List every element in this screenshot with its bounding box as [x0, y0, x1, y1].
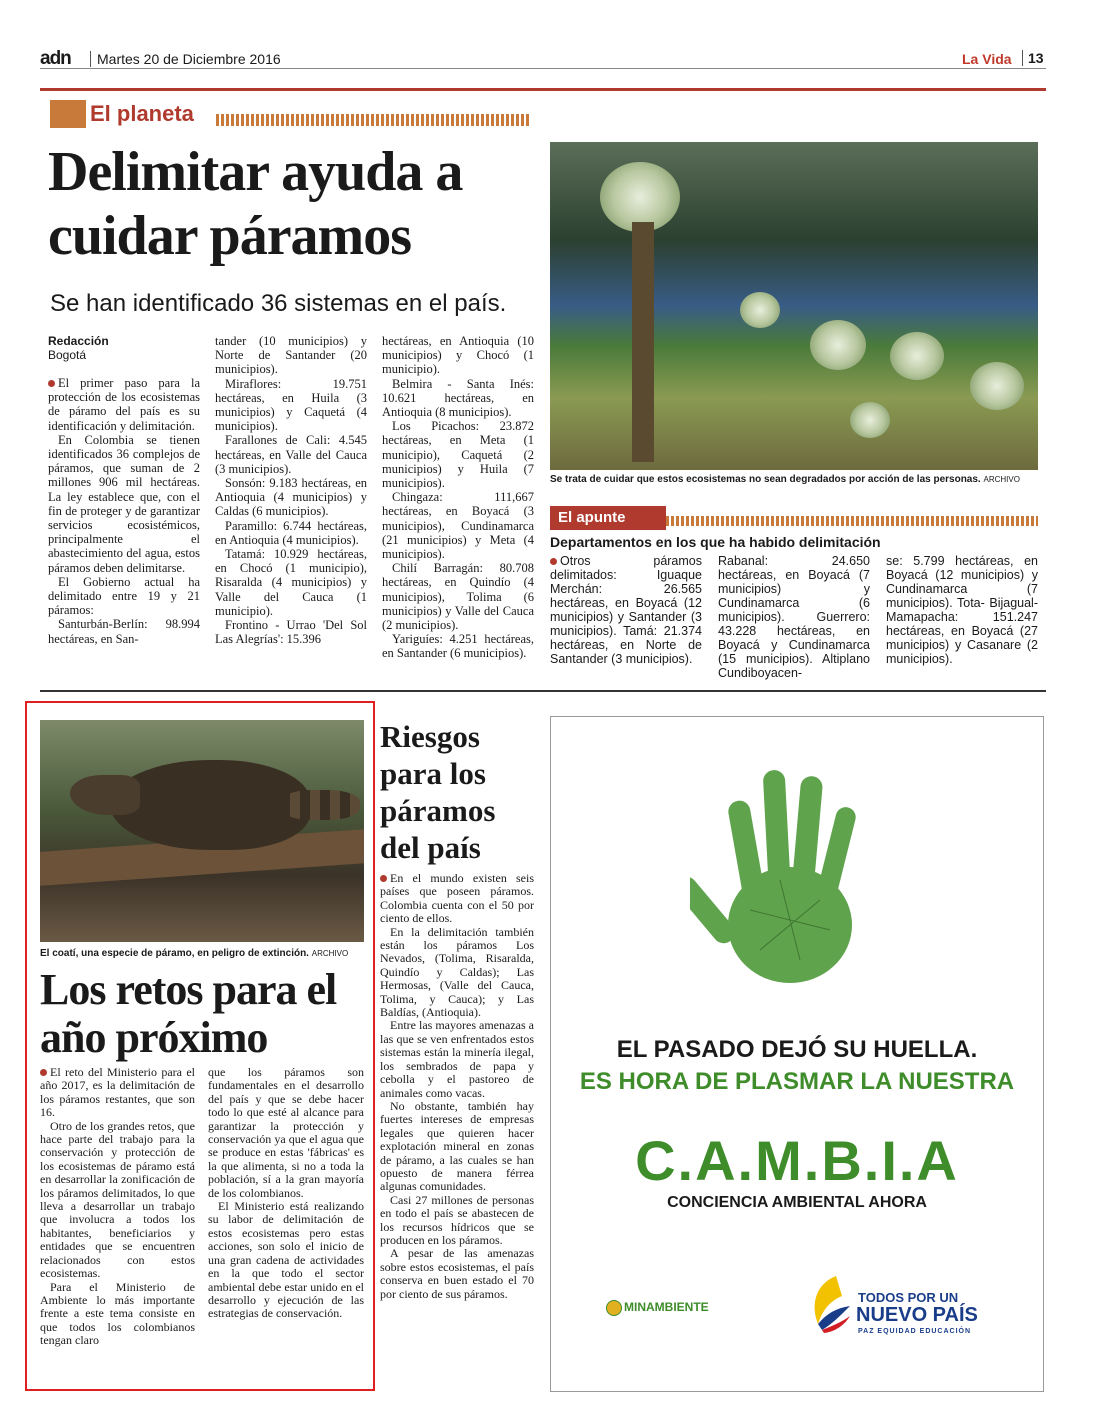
riesgos-column: En el mundo existen seis países que poseen páramos. Colombia cuenta con el 50 por ciento de ellos. En la delimitación también están los páramos Los Nevados, (Tolima, Risaralda, Quindío y Caldas); Las Hermosas, (Valle del Cauca, Tolima, y Cauca); y Las Baldías, (Antioquia). Entre las mayores amenazas a las que se ven enfrentados estos sistemas están la minería ilegal, los sembrados de papa y cebolla y el pastoreo de animales como vacas. No obstante, también hay fuertes intereses de empresas legales que quieren hacer explotación mineral en zonas de páramo, a las cuales se han opuesto de manera férrea algunas comunidades. Casi 27 millones de personas en todo el país se abastecen de los recursos hídricos que se producen en los páramos. A pesar de las amenazas sobre estos ecosistemas, el país conserva en buen estado el 70 por ciento de sus páramos.: [380, 871, 534, 1301]
byline-location: Bogotá: [48, 348, 87, 362]
apunte-column-1: Otros páramos delimitados: Iguaque Merchán: 26.565 hectáreas, en Boyacá (12 municipios) y Santander (3 municipios). Tamá: 21.374 hectáreas, en Norte de Santander (3 municipios).: [550, 554, 702, 666]
green-handprint-icon: [690, 760, 890, 990]
coati-caption: El coatí, una especie de páramo, en peligro de extinción. ARCHIVO: [40, 948, 349, 959]
retos-column-1: El reto del Ministerio para el año 2017, es la delimitación de los páramos restantes, que son 16. Otro de los grandes retos, que hace parte del trabajo para la conservación y protección de los ecosistemas de páramo está en desarrollar la zonificación de los páramos delimitados, lo que lleva a desarrollar un trabajo que involucra a todos los habitantes, beneficiarios y entidades que se encuentren relacionados con estos ecosistemas. Para el Ministerio de Ambiente lo más importante frente a este tema consiste en que todos los colombianos tengan claro: [40, 1065, 195, 1348]
apunte-stripe: [666, 516, 1038, 526]
ad-tagline: CONCIENCIA AMBIENTAL AHORA: [667, 1194, 927, 1211]
apunte-title: Departamentos en los que ha habido delimitación: [550, 534, 881, 550]
tag-box: [50, 100, 86, 128]
section-tag: El planeta: [90, 101, 194, 126]
story-column-3: hectáreas, en Antioquia (10 municipios) y Chocó (1 municipio). Belmira - Santa Inés: 10.621 hectáreas, en Antioquia (8 municipios). Los Picachos: 23.872 hectáreas, en Meta (1 municipio), Caquetá (2 municipios) y Huila (7 municipios). Chingaza: 111,667 hectáreas, en Boyacá (3 municipios), Cundinamarca (21 municipios) y Meta (4 municipios). Chilí Barragán: 80.708 hectáreas, en Quindío (4 municipios), Tolima (6 municipios) y Valle del Cauca (2 municipios). Yariguíes: 4.251 hectáreas, en Santander (6 municipios).: [382, 334, 534, 661]
coati-photo: [40, 720, 364, 942]
ad-line-1: EL PASADO DEJÓ SU HUELLA.: [616, 1036, 978, 1063]
sponsor-main: NUEVO PAÍS: [856, 1304, 978, 1326]
sponsor-sub: PAZ EQUIDAD EDUCACIÓN: [858, 1328, 972, 1335]
ad-brand: C.A.M.B.I.A: [635, 1129, 959, 1192]
page-number: 13: [1022, 50, 1044, 66]
apunte-column-2: Rabanal: 24.650 hectáreas, en Boyacá (7 municipios) y Cundinamarca (6 municipios). Guerrero: 43.228 hectáreas, en Boyacá y Cundinamarca (15 municipios). Altiplano Cundiboyacen-: [718, 554, 870, 680]
photo-caption: Se trata de cuidar que estos ecosistemas no sean degradados por acción de las personas. ARCHIVO: [550, 474, 1020, 485]
byline-name: Redacción: [48, 334, 109, 348]
story-column-2: tander (10 municipios) y Norte de Santander (20 municipios). Miraflores: 19.751 hectáreas, en Huila (3 municipios) y Caquetá (4 municipios). Farallones de Cali: 4.545 hectáreas, en Valle del Cauca (3 municipios). Sonsón: 9.183 hectáreas, en Antioquia (4 municipios) y Caldas (6 municipios). Paramillo: 6.744 hectáreas, en Antioquia (4 municipios). Tatamá: 10.929 hectáreas, en Chocó (1 municipio), Risaralda (4 municipios) y Valle del Cauca (1 municipio). Frontino - Urrao 'Del Sol Las Alegrías': 15.396: [215, 334, 367, 647]
sponsor-top: TODOS POR UN: [858, 1290, 959, 1305]
top-divider: [40, 88, 1046, 91]
apunte-column-3: se: 5.799 hectáreas, en Boyacá (12 municipios) y Cundinamarca (7 municipios). Tota- Bijagual-Mamapacha: 151.247 hectáreas, en Boyacá (27 municipios) y Casanare (2 municipios).: [886, 554, 1038, 666]
nuevo-pais-logo-icon: [806, 1272, 852, 1334]
bullet-icon: [550, 558, 557, 565]
main-subheadline: Se han identificado 36 sistemas en el país.: [50, 290, 507, 317]
apunte-label: El apunte: [550, 506, 666, 530]
retos-headline: Los retos para el año próximo: [40, 965, 337, 1062]
main-headline: Delimitar ayuda a cuidar páramos: [48, 141, 463, 267]
sponsor-minambiente: MINAMBIENTE: [624, 1300, 709, 1314]
bullet-icon: [380, 875, 387, 882]
section-name: La Vida: [962, 51, 1012, 67]
retos-column-2: que los páramos son fundamentales en el desarrollo del país y que se debe hacer todo lo que esté al alcance para garantizar la protección y conservación ya que el agua que se produce en estas 'fábricas' es la que alimenta, si no a toda la población, sí a la gran mayoría de los colombianos. El Ministerio está realizando su labor de delimitación de estos ecosistemas pero estas acciones, son solo el inicio de una gran cadena de actividades en la que todo el sector ambiental debe estar unido en el desarrollo y ejecución de las estrategias de conservación.: [208, 1065, 364, 1321]
newspaper-logo: adn: [40, 48, 71, 69]
mid-divider: [40, 690, 1046, 692]
paramo-photo: [550, 142, 1038, 470]
ad-line-2: ES HORA DE PLASMAR LA NUESTRA: [579, 1068, 1015, 1095]
tag-stripe: [216, 114, 531, 126]
bullet-icon: [40, 1069, 47, 1076]
issue-date: Martes 20 de Diciembre 2016: [90, 51, 281, 67]
riesgos-headline: Riesgos para los páramos del país: [380, 719, 496, 865]
bullet-icon: [48, 380, 55, 387]
story-column-1: El primer paso para la protección de los ecosistemas de páramo del país es su identificación y delimitación. En Colombia se tienen identificados 36 complejos de páramos, que suman de 2 millones 906 mil hectáreas. La ley establece que, con el fin de proteger y de garantizar servicios ecosistémicos, principalmente el abastecimiento del agua, estos páramos deben delimitarse. El Gobierno actual ha delimitado entre 19 y 21 páramos: Santurbán-Berlín: 98.994 hectáreas, en San-: [48, 376, 200, 646]
minambiente-seal-icon: [606, 1300, 622, 1316]
